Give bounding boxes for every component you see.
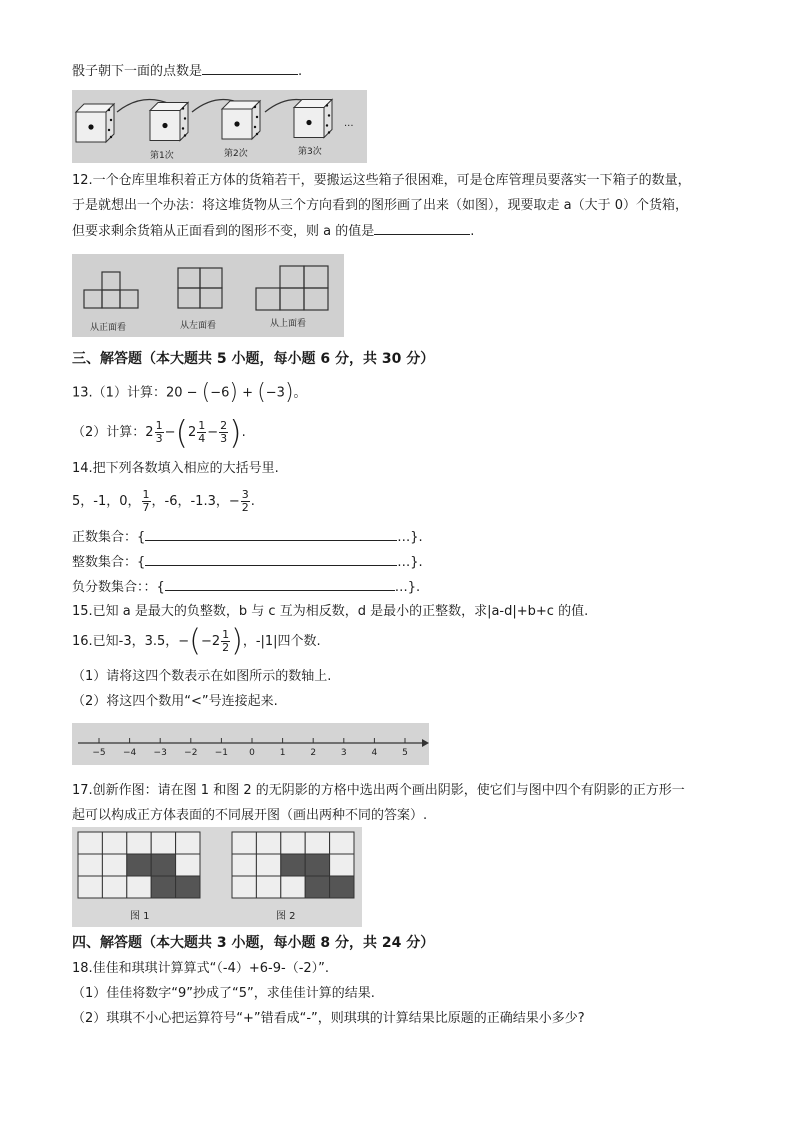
q18-part2: （2）琪琪不小心把运算符号“+”错看成“-”，则琪琪的计算结果比原题的正确结果小多少? <box>72 1011 585 1026</box>
front-view-label: 从正面看 <box>90 323 127 333</box>
empty-cell <box>256 876 280 898</box>
empty-cell <box>232 854 256 876</box>
shaded-cell <box>127 854 151 876</box>
empty-cell <box>102 854 126 876</box>
q16-inner: −2 <box>200 634 221 649</box>
q12-answer-blank[interactable] <box>374 222 470 235</box>
empty-cell <box>256 832 280 854</box>
q14-integer-set <box>72 553 423 572</box>
q14-title: 14.把下列各数填入相应的大括号里. <box>72 461 279 476</box>
q11-answer-blank[interactable] <box>202 62 298 75</box>
q12-line1: 12.一个仓库里堆积着正方体的货箱若干，要搬运这些箱子很困难，可是仓库管理员要落实一下箱子的数量， <box>72 173 691 188</box>
shaded-cell <box>305 876 329 898</box>
empty-cell <box>232 832 256 854</box>
axis-tick-label: 5 <box>402 748 408 758</box>
empty-cell <box>78 854 102 876</box>
axis-tick-label: −4 <box>122 748 137 758</box>
roll-label-1: 第1次 <box>150 151 174 161</box>
q13-part1: 13.（1）计算：20 − (−6) + (−3)。 <box>72 380 307 405</box>
empty-cell <box>330 854 354 876</box>
axis-tick-label: 0 <box>249 748 255 758</box>
q13-part2: （2）计算：2 $\frac{1}{3}$ −(2 $\frac{1}{4}$ − $\frac{2}{3}$ ). <box>72 413 246 452</box>
q14-negfrac-label: 负分数集合：：{ <box>72 580 165 595</box>
section3-title: 三、解答题（本大题共 5 小题，每小题 6 分，共 30 分） <box>72 351 435 367</box>
axis-tick-label: −5 <box>92 748 106 758</box>
axis-tick-label: 4 <box>371 748 378 758</box>
q13-p2-frac2: $\frac{1}{4}$ <box>198 419 206 445</box>
q14-nums-a: 5，-1，0， <box>72 494 141 509</box>
number-line-figure <box>72 723 429 765</box>
q16-text: 16.已知-3，3.5，−(−2 $\frac{1}{2}$ )，-|1|四个数. <box>72 623 321 659</box>
shaded-cell <box>151 876 175 898</box>
q14-nums-b: ，-6，-1.3，− <box>151 494 240 509</box>
empty-cell <box>127 832 151 854</box>
empty-cell <box>78 876 102 898</box>
q14-negfrac-blank[interactable] <box>165 578 395 591</box>
q18-part1: （1）佳佳将数字“9”抄成了“5”，求佳佳计算的结果. <box>72 986 375 1001</box>
figure-2-grid <box>232 832 354 898</box>
q14-numbers <box>72 488 255 516</box>
three-views-figure <box>72 254 344 337</box>
q14-int-blank[interactable] <box>145 553 397 566</box>
axis-tick-label: 1 <box>279 748 286 758</box>
q13-p1-inner2: −3 <box>265 385 285 401</box>
shaded-cell <box>151 854 175 876</box>
empty-cell <box>102 876 126 898</box>
axis-tick-label: 2 <box>310 748 317 758</box>
shaded-cell <box>281 854 305 876</box>
q14-negfrac-close: …}. <box>394 580 421 595</box>
empty-cell <box>281 876 305 898</box>
q13-p1-end: 。 <box>293 385 307 401</box>
axis-tick-label: 3 <box>340 748 347 758</box>
figure-1-label: 图 1 <box>130 911 150 922</box>
q14-negative-fraction-set <box>72 578 420 597</box>
die-2 <box>150 103 188 141</box>
q15-text: 15.已知 a 是最大的负整数，b 与 c 互为相反数，d 是最小的正整数，求|a-d|+b+c 的值. <box>72 604 589 619</box>
q18-title: 18.佳佳和琪琪计算算式“（-4）+6-9-（-2）”. <box>72 961 330 976</box>
die-4 <box>294 100 332 138</box>
axis-tick-label: −1 <box>214 748 229 758</box>
q11-prompt: 骰子朝下一面的点数是 <box>72 64 203 79</box>
q12-end: . <box>470 224 475 239</box>
q13-p2-minus: − <box>164 425 176 440</box>
empty-cell <box>78 832 102 854</box>
q16-suffix: ，-|1|四个数. <box>242 634 321 649</box>
dice-more: ... <box>344 118 354 129</box>
empty-cell <box>176 832 200 854</box>
q14-positive-set <box>72 528 423 547</box>
empty-cell <box>127 876 151 898</box>
axis-tick-label: −3 <box>153 748 167 758</box>
die-1 <box>76 104 114 142</box>
net-figures <box>72 827 362 927</box>
q13-p2-end: . <box>241 425 246 440</box>
die-3 <box>222 101 260 139</box>
empty-cell <box>256 854 280 876</box>
q16-frac: $\frac{1}{2}$ <box>222 628 230 654</box>
shaded-cell <box>330 876 354 898</box>
q11-end: . <box>298 64 303 79</box>
empty-cell <box>232 876 256 898</box>
q14-int-close: …}. <box>397 555 423 570</box>
q13-p2-prefix: （2）计算： <box>72 425 146 440</box>
q16-part2: （2）将这四个数用“<”号连接起来. <box>72 694 278 709</box>
shaded-cell <box>305 854 329 876</box>
q13-p1-a: 20 − <box>165 385 202 401</box>
q14-frac2: $\frac{3}{2}$ <box>241 488 249 514</box>
q13-p1-mid: + <box>238 385 258 401</box>
top-view-label: 从上面看 <box>270 319 307 329</box>
q12-line2: 于是就想出一个办法：将这堆货物从三个方向看到的图形画了出来（如图），现要取走 a（大于 0）个货箱， <box>72 198 689 213</box>
q13-p1-prefix: 13.（1）计算： <box>72 385 166 401</box>
q13-p2-whole2: 2 <box>187 425 197 440</box>
axis-tick-label: −2 <box>184 748 198 758</box>
q16-part1: （1）请将这四个数表示在如图所示的数轴上. <box>72 669 332 684</box>
q14-pos-blank[interactable] <box>145 528 397 541</box>
q13-p2-minus2: − <box>207 425 219 440</box>
empty-cell <box>102 832 126 854</box>
left-view-label: 从左面看 <box>180 321 217 331</box>
empty-cell <box>330 832 354 854</box>
q12-line3 <box>72 222 474 241</box>
dice-roll-figure <box>72 90 367 163</box>
empty-cell <box>281 832 305 854</box>
q14-pos-close: …}. <box>397 530 423 545</box>
roll-label-2: 第2次 <box>224 149 248 159</box>
section4-title: 四、解答题（本大题共 3 小题，每小题 8 分，共 24 分） <box>72 935 435 951</box>
q13-p2-whole1: 2 <box>145 425 154 440</box>
q14-pos-label: 正数集合：{ <box>72 530 146 545</box>
roll-label-3: 第3次 <box>298 147 322 157</box>
empty-cell <box>176 854 200 876</box>
q13-p2-frac3: $\frac{2}{3}$ <box>220 419 228 445</box>
figure-2-label: 图 2 <box>276 911 296 922</box>
q11-text <box>72 62 302 81</box>
q16-prefix: 16.已知-3，3.5，− <box>72 634 190 649</box>
q12-prompt: 但要求剩余货箱从正面看到的图形不变，则 a 的值是 <box>72 224 375 239</box>
q14-int-label: 整数集合：{ <box>72 555 146 570</box>
empty-cell <box>151 832 175 854</box>
q14-frac1: $\frac{1}{7}$ <box>142 488 150 514</box>
empty-cell <box>305 832 329 854</box>
q14-nums-end: . <box>250 494 255 509</box>
q13-p1-inner1: −6 <box>210 385 230 401</box>
figure-1-grid <box>78 832 200 898</box>
q13-p2-frac1: $\frac{1}{3}$ <box>155 419 163 445</box>
q17-line2: 起可以构成正方体表面的不同展开图（画出两种不同的答案）. <box>72 808 428 823</box>
q17-line1: 17.创新作图：请在图 1 和图 2 的无阴影的方格中选出两个画出阴影，使它们与图中四个有阴影的正方形一 <box>72 783 685 798</box>
shaded-cell <box>176 876 200 898</box>
